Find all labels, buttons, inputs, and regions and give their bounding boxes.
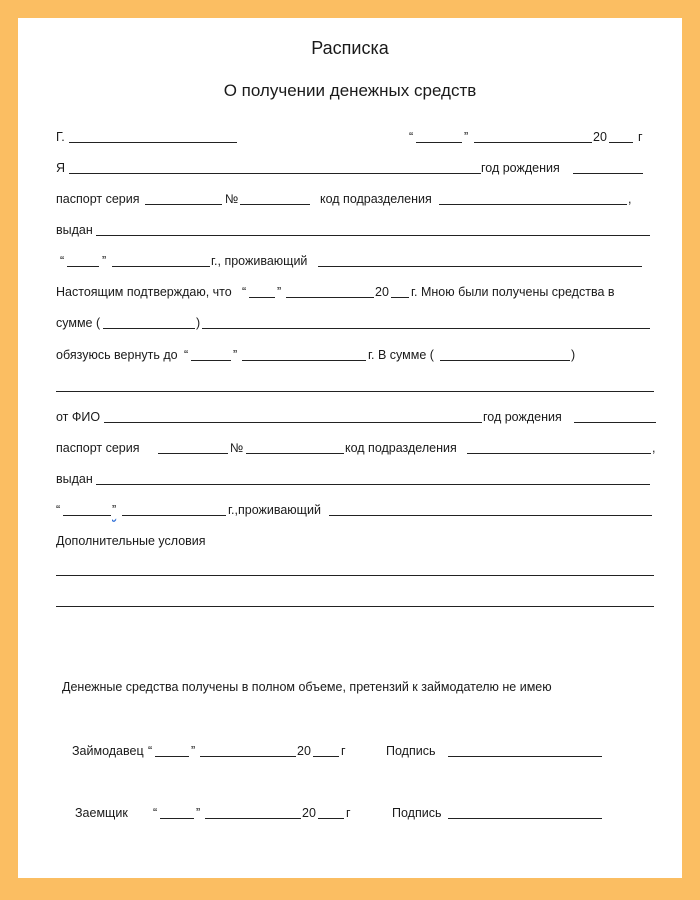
lender-residence-row xyxy=(18,501,682,521)
ya-label: Я xyxy=(56,161,66,175)
lender-name-field[interactable] xyxy=(104,422,482,423)
address-field[interactable] xyxy=(318,266,642,267)
lender-passport-series-field[interactable] xyxy=(158,453,228,454)
month-field[interactable] xyxy=(474,142,592,143)
lender-issue-day-field[interactable] xyxy=(63,515,111,516)
residing-label: г., проживающий xyxy=(211,254,308,268)
passport-series-field[interactable] xyxy=(145,204,222,205)
return-month-field[interactable] xyxy=(242,360,366,361)
received-year-field[interactable] xyxy=(391,297,409,298)
document-subtitle: О получении денежных средств xyxy=(223,81,477,100)
passport-row xyxy=(18,190,682,210)
lender-signature-row xyxy=(18,742,682,762)
lender-passport-number-field[interactable] xyxy=(246,453,344,454)
city-field[interactable] xyxy=(69,142,237,143)
extra-conditions-row-1 xyxy=(18,561,682,581)
borrower-name-row xyxy=(18,159,682,179)
received-statement: Денежные средства получены в полном объеме, претензий к займодателю не имею xyxy=(62,680,552,694)
quote-close: ” xyxy=(102,254,107,268)
return-day-field[interactable] xyxy=(191,360,231,361)
division-code-field[interactable] xyxy=(439,204,627,205)
city-date-row xyxy=(18,128,682,148)
issued-label: выдан xyxy=(56,472,93,486)
quote-open: “ xyxy=(409,130,414,144)
received-day-field[interactable] xyxy=(249,297,275,298)
passport-series-label: паспорт серия xyxy=(56,441,140,455)
lender-sign-day-field[interactable] xyxy=(155,756,189,757)
quote-close: ” xyxy=(464,130,469,144)
lender-issue-month-field[interactable] xyxy=(122,515,226,516)
quote-close: ” xyxy=(233,348,238,362)
lender-sign-month-field[interactable] xyxy=(200,756,296,757)
borrower-label: Заемщик xyxy=(75,806,128,820)
return-row xyxy=(18,346,682,366)
confirm-text-1: Настоящим подтверждаю, что xyxy=(56,285,232,299)
sum-row xyxy=(18,314,682,334)
quote-open: “ xyxy=(60,254,65,268)
borrower-signature-row xyxy=(18,804,682,824)
passport-series-label: паспорт серия xyxy=(56,192,140,206)
birth-year-label: год рождения xyxy=(483,410,562,424)
quote-close: ” xyxy=(277,285,282,299)
birth-year-label: год рождения xyxy=(481,161,560,175)
year-prefix: 20 xyxy=(297,744,311,758)
confirmation-row xyxy=(18,283,682,303)
confirm-text-2: г. Мною были получены средства в xyxy=(411,285,615,299)
statement-row xyxy=(18,678,682,698)
lender-passport-row xyxy=(18,439,682,459)
received-month-field[interactable] xyxy=(286,297,374,298)
signature-label: Подпись xyxy=(386,744,436,758)
return-sum-label: г. В сумме ( xyxy=(368,348,434,362)
quote-open: “ xyxy=(56,503,61,517)
year-prefix: 20 xyxy=(302,806,316,820)
borrower-signature-field[interactable] xyxy=(448,818,602,819)
year-field[interactable] xyxy=(609,142,633,143)
full-name-field[interactable] xyxy=(69,173,481,174)
lender-issued-field[interactable] xyxy=(96,484,650,485)
issue-day-field[interactable] xyxy=(67,266,99,267)
lender-issued-row xyxy=(18,470,682,490)
borrower-sign-day-field[interactable] xyxy=(160,818,194,819)
return-sum-field[interactable] xyxy=(440,360,570,361)
city-label: Г. xyxy=(56,130,65,144)
quote-close: ” xyxy=(196,806,201,820)
issued-field[interactable] xyxy=(96,235,650,236)
extra-conditions-field-2[interactable] xyxy=(56,606,654,607)
year-suffix: г xyxy=(638,130,643,144)
signature-label: Подпись xyxy=(392,806,442,820)
from-label: от ФИО xyxy=(56,410,101,424)
number-label: № xyxy=(225,192,239,206)
issued-label: выдан xyxy=(56,223,93,237)
day-field[interactable] xyxy=(416,142,462,143)
receipt-document xyxy=(18,18,682,878)
year-suffix: г xyxy=(341,744,346,758)
quote-close: ” xyxy=(112,503,117,517)
birth-year-field[interactable] xyxy=(573,173,643,174)
document-title: Расписка xyxy=(311,38,389,58)
number-label: № xyxy=(230,441,244,455)
quote-open: “ xyxy=(148,744,153,758)
borrower-sign-month-field[interactable] xyxy=(205,818,301,819)
quote-open: “ xyxy=(153,806,158,820)
passport-number-field[interactable] xyxy=(240,204,310,205)
year-prefix: 20 xyxy=(375,285,389,299)
sum-label: сумме ( xyxy=(56,316,101,330)
return-label: обязуюсь вернуть до xyxy=(56,348,178,362)
extra-conditions-row-2 xyxy=(18,592,682,612)
lender-sign-year-field[interactable] xyxy=(313,756,339,757)
borrower-sign-year-field[interactable] xyxy=(318,818,344,819)
division-code-label: код подразделения xyxy=(345,441,457,455)
extra-conditions-field-1[interactable] xyxy=(56,575,654,576)
quote-open: “ xyxy=(242,285,247,299)
lender-signature-field[interactable] xyxy=(448,756,602,757)
extra-conditions-label: Дополнительные условия xyxy=(56,534,206,548)
quote-close: ” xyxy=(191,744,196,758)
division-code-label: код подразделения xyxy=(320,192,432,206)
lender-birth-year-field[interactable] xyxy=(574,422,656,423)
year-prefix: 20 xyxy=(593,130,607,144)
issued-row xyxy=(18,221,682,241)
sum-digits-field[interactable] xyxy=(103,328,195,329)
extra-conditions-label-row xyxy=(18,532,682,552)
year-suffix: г xyxy=(346,806,351,820)
paren-close: ) xyxy=(196,316,201,330)
residence-row xyxy=(18,252,682,272)
lender-address-field[interactable] xyxy=(329,515,652,516)
quote-open: “ xyxy=(184,348,189,362)
sum-continuation-row xyxy=(18,377,682,397)
lender-division-code-field[interactable] xyxy=(467,453,651,454)
comma: , xyxy=(628,192,632,206)
sum-words-field[interactable] xyxy=(202,328,650,329)
paren-close: ) xyxy=(571,348,576,362)
comma: , xyxy=(652,441,656,455)
issue-month-field[interactable] xyxy=(112,266,210,267)
sum-continuation-field[interactable] xyxy=(56,391,654,392)
lender-name-row xyxy=(18,408,682,428)
lender-label: Займодавец xyxy=(72,744,144,758)
residing-label-2: г.,проживающий xyxy=(228,503,321,517)
